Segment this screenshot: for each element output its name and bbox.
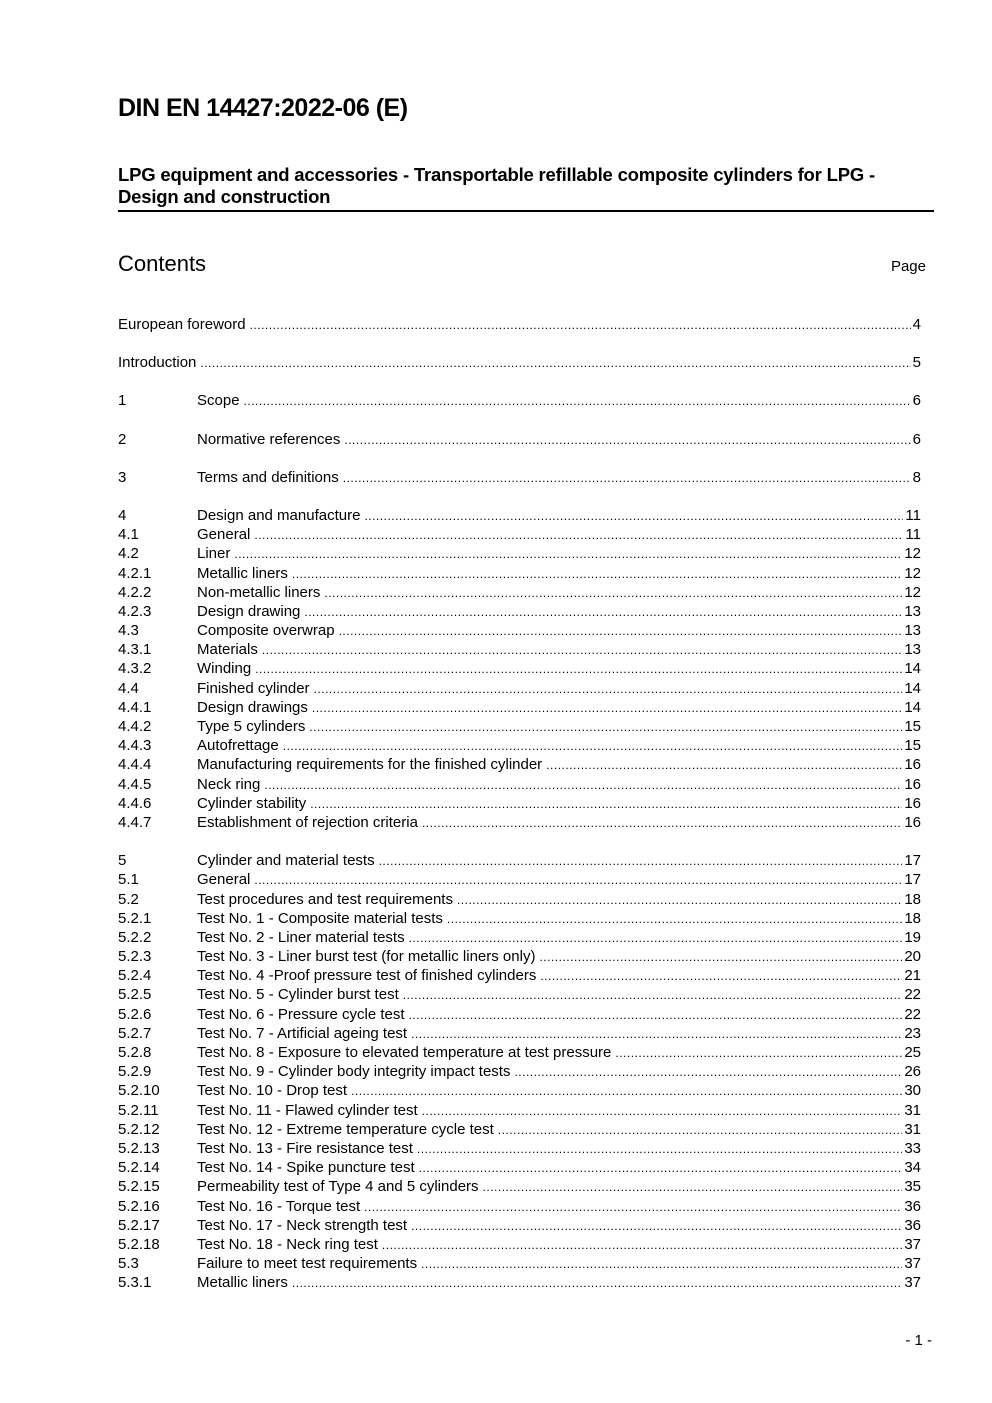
toc-entry[interactable] [118,736,921,755]
toc-entry[interactable] [118,1216,921,1235]
toc-entry[interactable] [118,1081,921,1100]
toc-entry-page: 21 [904,967,921,985]
toc-entry-page: 35 [904,1178,921,1196]
toc-entry-number: 5.2.18 [118,1235,160,1253]
toc-group [118,315,921,334]
toc-entry[interactable] [118,679,921,698]
dot-leader [234,544,902,563]
toc-entry-title: Test No. 4 -Proof pressure test of finished cylinders [197,967,537,985]
dot-leader [304,602,902,621]
toc-entry-title: Test No. 7 - Artificial ageing test [197,1024,408,1042]
dot-leader [309,717,902,736]
toc-entry-page: 34 [904,1159,921,1177]
toc-entry-page: 12 [904,564,921,582]
toc-entry[interactable] [118,1005,921,1024]
dot-leader [540,966,902,985]
toc-entry[interactable] [118,947,921,966]
dot-leader [382,1235,902,1254]
toc-entry-title: Cylinder stability [197,794,307,812]
toc-entry[interactable] [118,698,921,717]
dot-leader [254,870,902,889]
toc-entry[interactable] [118,315,921,334]
toc-group [118,851,921,1292]
toc-entry[interactable] [118,1024,921,1043]
toc-entry-title: Autofrettage [197,737,279,755]
toc-entry-number: 1 [118,392,127,410]
toc-group [118,506,921,832]
dot-leader [379,851,903,870]
toc-entry-title: Test procedures and test requirements [197,890,453,908]
dot-leader [283,736,903,755]
dot-leader [422,1101,903,1120]
toc-entry-page: 11 [905,526,921,544]
toc-group [118,391,921,410]
toc-entry-number: 4.3.1 [118,641,152,659]
dot-leader [255,659,902,678]
toc-entry[interactable] [118,1139,921,1158]
toc-entry-number: 5.2.9 [118,1063,152,1081]
toc-entry[interactable] [118,621,921,640]
toc-entry-number: 3 [118,468,127,486]
dot-leader [615,1043,902,1062]
toc-entry-title: Non-metallic liners [197,583,321,601]
toc-entry-number: 5.2.14 [118,1159,160,1177]
toc-entry[interactable] [118,794,921,813]
dot-leader [324,583,902,602]
dot-leader [409,1005,903,1024]
toc-entry[interactable] [118,1043,921,1062]
toc-entry[interactable] [118,890,921,909]
toc-entry-page: 6 [912,430,921,448]
toc-entry-number: 5.3 [118,1255,139,1273]
toc-entry[interactable] [118,1273,921,1292]
toc-entry-title: Metallic liners [197,564,288,582]
toc-entry-page: 19 [904,928,921,946]
toc-entry[interactable] [118,1235,921,1254]
toc-entry-page: 16 [904,756,921,774]
dot-leader [314,679,903,698]
toc-entry-title: Manufacturing requirements for the finished cylinder [197,756,543,774]
toc-entry-page: 15 [904,718,921,735]
dot-leader [351,1081,902,1100]
dot-leader [310,794,902,813]
toc-entry-number: 5.2.3 [118,948,152,966]
toc-entry-page: 20 [904,948,921,966]
dot-leader [514,1062,902,1081]
toc-entry-title: Design and manufacture [197,506,361,524]
toc-entry-title: Test No. 6 - Pressure cycle test [197,1005,405,1023]
toc-entry-title: Test No. 12 - Extreme temperature cycle test [197,1120,494,1138]
toc-entry-page: 6 [912,392,921,410]
toc-entry-title: Test No. 18 - Neck ring test [197,1235,378,1253]
document-id: DIN EN 14427:2022-06 (E) [118,94,408,122]
toc-entry-number: 5.2.2 [118,928,152,946]
toc-entry[interactable] [118,659,921,678]
table-of-contents [118,315,921,1311]
toc-entry-title: Design drawing [197,602,301,620]
toc-entry[interactable] [118,353,921,372]
toc-entry-title: Test No. 2 - Liner material tests [197,928,405,946]
toc-entry-title: Establishment of rejection criteria [197,813,418,831]
toc-entry-page: 30 [904,1082,921,1100]
toc-entry-title: Metallic liners [197,1274,288,1292]
toc-entry-number: 4.4.2 [118,718,152,735]
toc-entry[interactable] [118,430,921,449]
dot-leader [264,775,902,794]
toc-group [118,353,921,372]
toc-entry-number: 5.2.5 [118,986,152,1004]
toc-entry[interactable] [118,468,921,487]
toc-entry-number: 4.1 [118,526,139,544]
toc-entry-page: 37 [904,1255,921,1273]
toc-entry-title: Neck ring [197,775,261,793]
dot-leader [498,1120,903,1139]
dot-leader [364,506,903,525]
toc-entry-number: 4 [118,506,127,524]
toc-entry-page: 31 [904,1120,921,1138]
toc-entry-number: 5.2.8 [118,1044,152,1061]
toc-entry-title: Finished cylinder [197,679,310,697]
toc-entry-title: Test No. 17 - Neck strength test [197,1216,408,1234]
toc-entry-title: Test No. 1 - Composite material tests [197,909,443,927]
toc-entry[interactable] [118,755,921,774]
dot-leader [546,755,902,774]
toc-entry-page: 36 [904,1197,921,1215]
title-rule [118,210,934,212]
toc-entry-number: 5.2.15 [118,1178,160,1196]
toc-entry-page: 14 [904,698,921,716]
toc-entry-number: 5.2.16 [118,1197,160,1215]
toc-entry-page: 11 [905,506,921,524]
contents-heading: Contents [118,251,207,276]
toc-entry-page: 14 [904,679,921,697]
toc-entry-title: Introduction [118,354,197,372]
dot-leader [200,353,910,372]
dot-leader [254,525,903,544]
toc-entry-number: 5.2.10 [118,1082,160,1100]
dot-leader [364,1197,902,1216]
toc-entry-page: 14 [904,660,921,678]
toc-entry-page: 37 [904,1274,921,1292]
toc-entry-page: 13 [904,641,921,659]
toc-entry-title: Test No. 3 - Liner burst test (for metallic liners only) [197,948,536,966]
toc-entry[interactable] [118,1254,921,1273]
toc-entry-page: 8 [912,468,921,486]
toc-entry-number: 2 [118,430,127,448]
toc-entry[interactable] [118,1158,921,1177]
toc-entry-number: 4.4.6 [118,794,152,812]
toc-group [118,468,921,487]
dot-leader [447,909,902,928]
toc-entry-title: Terms and definitions [197,468,339,486]
toc-entry-page: 13 [904,622,921,640]
dot-leader [457,890,902,909]
toc-entry-title: Scope [197,392,240,410]
dot-leader [419,1158,903,1177]
page-column-label: Page [890,258,926,275]
toc-entry-page: 5 [912,354,921,372]
toc-entry-page: 17 [904,871,921,889]
dot-leader [411,1024,902,1043]
toc-entry[interactable] [118,775,921,794]
toc-entry-number: 5.2.13 [118,1139,160,1157]
toc-entry-title: Test No. 11 - Flawed cylinder test [197,1101,418,1119]
toc-entry-number: 5.2.1 [118,909,152,927]
toc-entry[interactable] [118,602,921,621]
toc-entry-number: 5 [118,852,127,870]
toc-entry-page: 17 [904,852,921,870]
toc-entry[interactable] [118,525,921,544]
document-title: LPG equipment and accessories - Transportable refillable composite cylinders for LPG - Design and construction [118,164,875,207]
toc-entry-page: 13 [904,602,921,620]
toc-entry[interactable] [118,966,921,985]
dot-leader [344,430,910,449]
toc-entry-page: 18 [904,909,921,927]
toc-entry-number: 4.4.1 [118,698,152,716]
toc-entry-title: Design drawings [197,698,308,716]
toc-entry-page: 4 [912,316,921,333]
dot-leader [409,928,903,947]
toc-entry-page: 16 [904,775,921,793]
toc-entry-page: 37 [904,1235,921,1253]
toc-entry[interactable] [118,640,921,659]
toc-entry-page: 22 [904,1005,921,1023]
toc-entry-page: 16 [904,794,921,812]
toc-entry-number: 4.4.3 [118,737,152,755]
toc-entry-title: Test No. 13 - Fire resistance test [197,1139,413,1157]
toc-entry-number: 4.2.3 [118,602,152,620]
toc-entry[interactable] [118,851,921,870]
toc-entry-title: Liner [197,545,231,563]
dot-leader [312,698,902,717]
toc-entry[interactable] [118,1177,921,1196]
toc-entry-number: 4.4.7 [118,813,152,831]
toc-entry[interactable] [118,506,921,525]
toc-entry-page: 22 [904,986,921,1004]
dot-leader [244,391,911,410]
toc-entry-page: 31 [904,1101,921,1119]
toc-entry-number: 4.4.5 [118,775,152,793]
toc-entry-title: Winding [197,660,252,678]
toc-entry-title: Test No. 8 - Exposure to elevated temperature at test pressure [197,1044,612,1061]
dot-leader [483,1177,903,1196]
toc-entry[interactable] [118,928,921,947]
toc-entry-title: Test No. 9 - Cylinder body integrity impact tests [197,1063,511,1081]
toc-entry[interactable] [118,870,921,889]
toc-entry-number: 5.2.12 [118,1120,160,1138]
toc-entry-page: 26 [904,1063,921,1081]
dot-leader [292,1273,902,1292]
toc-entry[interactable] [118,583,921,602]
toc-entry-page: 25 [904,1044,921,1061]
toc-entry-number: 5.1 [118,871,139,889]
toc-entry[interactable] [118,985,921,1004]
toc-entry-title: General [197,526,251,544]
toc-entry[interactable] [118,813,921,832]
dot-leader [417,1139,902,1158]
dot-leader [539,947,902,966]
toc-entry[interactable] [118,544,921,563]
toc-entry-title: Failure to meet test requirements [197,1255,418,1273]
toc-entry-title: Test No. 10 - Drop test [197,1082,348,1100]
toc-entry-page: 12 [904,545,921,563]
toc-entry-title: Normative references [197,430,341,448]
toc-entry-title: Test No. 14 - Spike puncture test [197,1159,415,1177]
toc-entry[interactable] [118,717,921,736]
dot-leader [343,468,911,487]
toc-entry[interactable] [118,1101,921,1120]
toc-entry-number: 5.2.6 [118,1005,152,1023]
dot-leader [292,564,902,583]
toc-entry-page: 18 [904,890,921,908]
toc-entry-page: 33 [904,1139,921,1157]
toc-entry-title: Composite overwrap [197,622,335,640]
toc-entry-title: Permeability test of Type 4 and 5 cylinders [197,1178,479,1196]
dot-leader [422,813,902,832]
toc-entry-number: 4.2.1 [118,564,152,582]
toc-entry-number: 4.3 [118,622,139,640]
dot-leader [262,640,902,659]
toc-entry-title: Cylinder and material tests [197,852,375,870]
toc-entry-page: 15 [904,737,921,755]
toc-entry-title: Test No. 5 - Cylinder burst test [197,986,399,1004]
toc-entry[interactable] [118,391,921,410]
toc-entry-page: 12 [904,583,921,601]
toc-entry-number: 5.2.7 [118,1024,152,1042]
page-number: - 1 - [905,1332,932,1349]
toc-group [118,430,921,449]
toc-entry-page: 16 [904,813,921,831]
dot-leader [339,621,903,640]
toc-entry[interactable] [118,564,921,583]
toc-entry-title: Type 5 cylinders [197,718,306,735]
toc-entry[interactable] [118,1062,921,1081]
toc-entry[interactable] [118,909,921,928]
toc-entry-number: 5.2.4 [118,967,152,985]
dot-leader [250,315,911,334]
toc-entry-title: European foreword [118,316,246,333]
toc-entry-number: 5.2.17 [118,1216,160,1234]
dot-leader [403,985,903,1004]
toc-entry-number: 4.2.2 [118,583,152,601]
toc-entry-number: 4.3.2 [118,660,152,678]
toc-entry-title: General [197,871,251,889]
toc-entry-page: 23 [904,1024,921,1042]
toc-entry-page: 36 [904,1216,921,1234]
toc-entry-number: 4.4.4 [118,756,152,774]
toc-entry-title: Test No. 16 - Torque test [197,1197,361,1215]
toc-entry-number: 5.2 [118,890,139,908]
dot-leader [421,1254,902,1273]
toc-entry-title: Materials [197,641,258,659]
toc-entry-number: 5.3.1 [118,1274,152,1292]
toc-entry-number: 5.2.11 [118,1101,159,1119]
toc-entry-number: 4.4 [118,679,139,697]
dot-leader [411,1216,902,1235]
toc-entry[interactable] [118,1197,921,1216]
toc-entry[interactable] [118,1120,921,1139]
toc-entry-number: 4.2 [118,545,139,563]
